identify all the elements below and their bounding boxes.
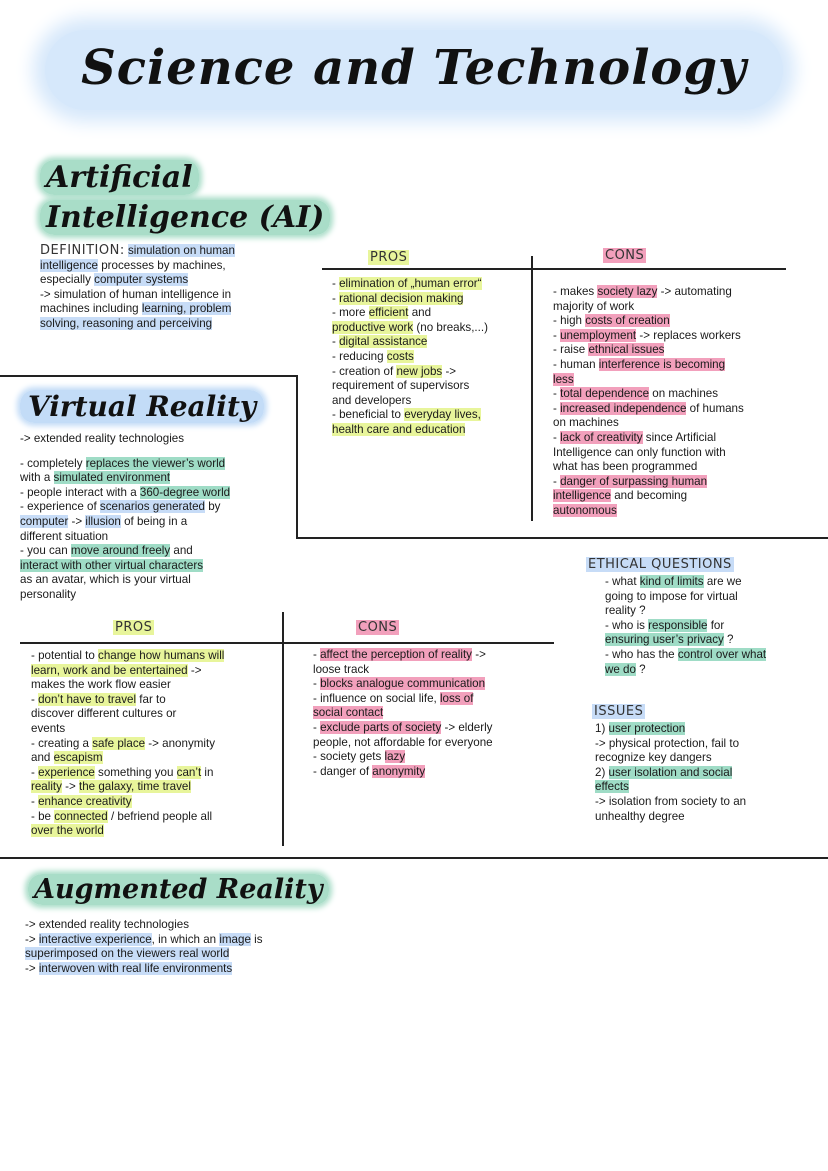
vr-box-right xyxy=(296,375,298,538)
ai-pros-list: - elimination of „human error“ - rational decision making - more efficient and productive work (no breaks,...) - digital assistance - reducing costs - creation of new jobs -> requirement of supervisors and developers - beneficial to everyday lives, health care and education xyxy=(332,277,488,436)
ai-heading: Artificial Intelligence (AI) xyxy=(40,160,330,236)
ar-description: -> extended reality technologies -> interactive experience, in which an image is superimposed on the viewers real world -> interwoven with real life environments xyxy=(25,918,263,975)
vr-description: -> extended reality technologies - completely replaces the viewer’s world with a simulated environment - people interact with a 360-degree world - experience of scenarios generated by computer -> illusion of being in a different situation - you can move around freely and interact with other virtual characters as an avatar, which is your virtual personality xyxy=(20,432,231,601)
ar-heading: Augmented Reality xyxy=(28,874,329,906)
ethical-heading: ETHICAL QUESTIONS xyxy=(588,557,732,572)
page-title: Science and Technology xyxy=(0,30,828,110)
vr-table-vline xyxy=(282,612,284,846)
issues-heading: ISSUES xyxy=(594,704,644,719)
ai-cons-list: - makes society lazy -> automating majority of work - high costs of creation - unemployment -> replaces workers - raise ethnical issues - human interference is becoming less - total dependence on machines - increased independence of humans on machines - lack of creativity since Artificial Intelligence can only function with what has been programmed - danger of surpassing human intelligence and becoming autonomous xyxy=(553,285,744,517)
ai-table-hline xyxy=(322,268,786,270)
ai-definition: DEFINITION: simulation on human intelligence processes by machines, especially computer systems -> simulation of human intelligence in machines including learning, problem solving, reasoning and perceiving xyxy=(40,243,235,330)
vr-heading: Virtual Reality xyxy=(20,390,264,424)
vr-box-bottom xyxy=(296,537,828,539)
vr-box-top xyxy=(0,375,296,377)
ethical-list: - what kind of limits are we going to impose for virtual reality ? - who is responsible for ensuring user’s privacy ? - who has the control over what we do ? xyxy=(605,575,767,676)
vr-cons-list: - affect the perception of reality -> loose track - blocks analogue communication - influence on social life, loss of social contact - exclude parts of society -> elderly people, not affordable for everyone - society gets lazy - danger of anonymity xyxy=(313,648,493,778)
vr-cons-label: CONS xyxy=(358,620,398,635)
ai-pros-label: PROS xyxy=(370,250,408,265)
ai-cons-label: CONS xyxy=(605,248,645,263)
vr-pros-list: - potential to change how humans will learn, work and be entertained -> makes the work flow easier - don’t have to travel far to discover different cultures or events - creating a safe place -> anonymity and escapism - experience something you can’t in reality -> the galaxy, time travel - enhance creativity - be connected / befriend people all over the world xyxy=(31,649,225,838)
issues-list: 1) user protection -> physical protection, fail to recognize key dangers 2) user isolation and social effects -> isolation from society to an unhealthy degree xyxy=(595,722,747,823)
vr-table-hline xyxy=(20,642,554,644)
vr-pros-label: PROS xyxy=(115,620,153,635)
section-divider xyxy=(0,857,828,859)
ai-table-vline xyxy=(531,256,533,521)
